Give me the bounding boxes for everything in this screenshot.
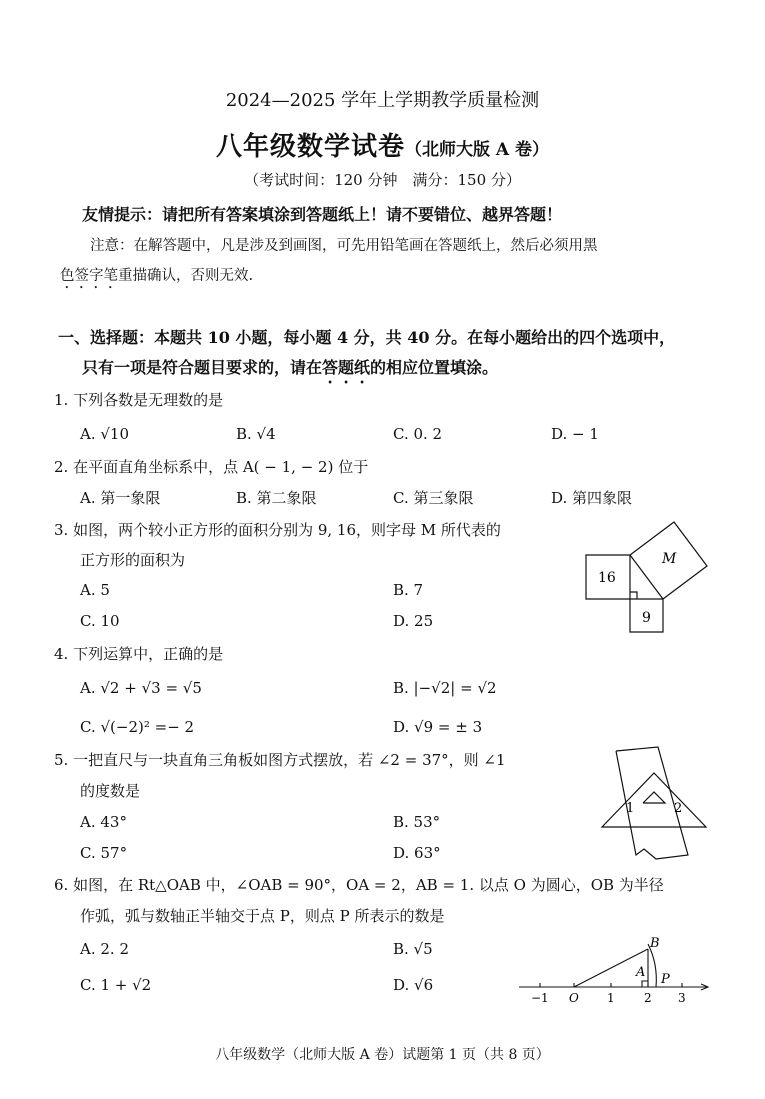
q2-option-d: D. 第四象限	[551, 489, 633, 507]
q3-option-b: B. 7	[393, 581, 424, 599]
q5-option-a: A. 43°	[80, 813, 127, 831]
q6-tick-2: 2	[644, 991, 652, 1005]
q5-option-c: C. 57°	[80, 844, 128, 862]
exam-info: （考试时间：120 分钟 满分：150 分）	[244, 171, 521, 189]
q5-ruler-triangle-figure	[598, 745, 713, 865]
q3-label-16: 16	[598, 570, 616, 586]
q1-option-b: B. √4	[236, 425, 276, 443]
section-line2	[58, 353, 726, 387]
section-line2-c: 的相应位置填涂。	[370, 358, 499, 377]
title-edition: （北师大版 A 卷）	[404, 140, 550, 160]
q4-stem: 4. 下列运算中，正确的是	[54, 645, 224, 663]
section-line1: 一、选择题：本题共 10 小题，每小题 4 分，共 40 分。在每小题给出的四个选项中，	[58, 328, 676, 347]
q6-option-b: B. √5	[393, 940, 433, 958]
title-main: 八年级数学试卷	[215, 132, 405, 162]
page-footer: 八年级数学（北师大版 A 卷）试题第 1 页（共 8 页）	[215, 1047, 550, 1063]
q3-stem-line1: 3. 如图，两个较小正方形的面积分别为 9, 16，则字母 M 所代表的	[54, 521, 501, 539]
q1-option-c: C. 0. 2	[393, 425, 443, 443]
q6-tick-minus1: −1	[531, 991, 549, 1005]
note-line1: 注意：在解答题中，凡是涉及到画图，可先用铅笔画在答题纸上，然后必须用黑	[90, 238, 598, 254]
q2-option-c: C. 第三象限	[393, 489, 474, 507]
q4-option-d: D. √9 = ± 3	[393, 718, 483, 736]
q3-stem-line2: 正方形的面积为	[80, 551, 186, 569]
q1-option-a: A. √10	[80, 425, 130, 443]
q3-squares-figure	[580, 515, 720, 640]
q5-option-d: D. 63°	[393, 844, 441, 862]
q6-label-p: P	[661, 972, 670, 987]
q6-option-d: D. √6	[393, 976, 434, 994]
q6-option-c: C. 1 + √2	[80, 976, 152, 994]
section-emphasis: 答题纸	[322, 358, 371, 377]
q5-label-1: 1	[626, 801, 635, 816]
note-emphasis: 色签字笔	[60, 268, 118, 284]
q6-number-line-figure	[515, 930, 715, 1005]
q3-option-a: A. 5	[80, 581, 110, 599]
q2-option-b: B. 第二象限	[236, 489, 317, 507]
section-heading	[58, 323, 726, 387]
q1-option-d: D. − 1	[551, 425, 599, 443]
friendly-tip: 友情提示：请把所有答案填涂到答题纸上！请不要错位、越界答题！	[82, 205, 563, 224]
q5-stem-line1: 5. 一把直尺与一块直角三角板如图方式摆放，若 ∠2 = 37°，则 ∠1	[54, 751, 506, 769]
section-line2-a: 只有一项是符合题目要求的，请在	[82, 358, 323, 377]
q5-option-b: B. 53°	[393, 813, 441, 831]
q3-option-d: D. 25	[393, 612, 434, 630]
q6-stem-line1: 6. 如图，在 Rt△OAB 中，∠OAB = 90°，OA = 2，AB = 1. 以点 O 为圆心，OB 为半径	[54, 876, 664, 894]
q6-label-o: O	[569, 991, 579, 1005]
note-line2: 重描确认，否则无效.	[118, 268, 254, 284]
q3-option-c: C. 10	[80, 612, 120, 630]
q3-label-9: 9	[642, 610, 651, 626]
q6-tick-1: 1	[607, 991, 615, 1005]
page-title	[0, 126, 765, 163]
q6-tick-3: 3	[678, 991, 686, 1005]
q2-stem: 2. 在平面直角坐标系中，点 A( − 1, − 2) 位于	[54, 458, 369, 476]
exam-year-line: 2024—2025 学年上学期教学质量检测	[225, 90, 540, 111]
q4-option-c: C. √(−2)² =− 2	[80, 718, 195, 736]
q2-option-a: A. 第一象限	[80, 489, 161, 507]
q6-stem-line2: 作弧，弧与数轴正半轴交于点 P，则点 P 所表示的数是	[80, 907, 445, 925]
q1-stem: 1. 下列各数是无理数的是	[54, 391, 224, 409]
note-paragraph	[60, 231, 715, 292]
q3-label-m: M	[662, 551, 677, 567]
q5-label-2: 2	[674, 801, 683, 816]
q6-option-a: A. 2. 2	[80, 940, 129, 958]
q4-option-a: A. √2 + √3 = √5	[80, 679, 202, 697]
q4-option-b: B. |−√2| = √2	[393, 679, 497, 697]
q5-stem-line2: 的度数是	[80, 782, 141, 800]
q6-label-b: B	[650, 936, 660, 951]
q6-label-a: A	[636, 965, 646, 980]
